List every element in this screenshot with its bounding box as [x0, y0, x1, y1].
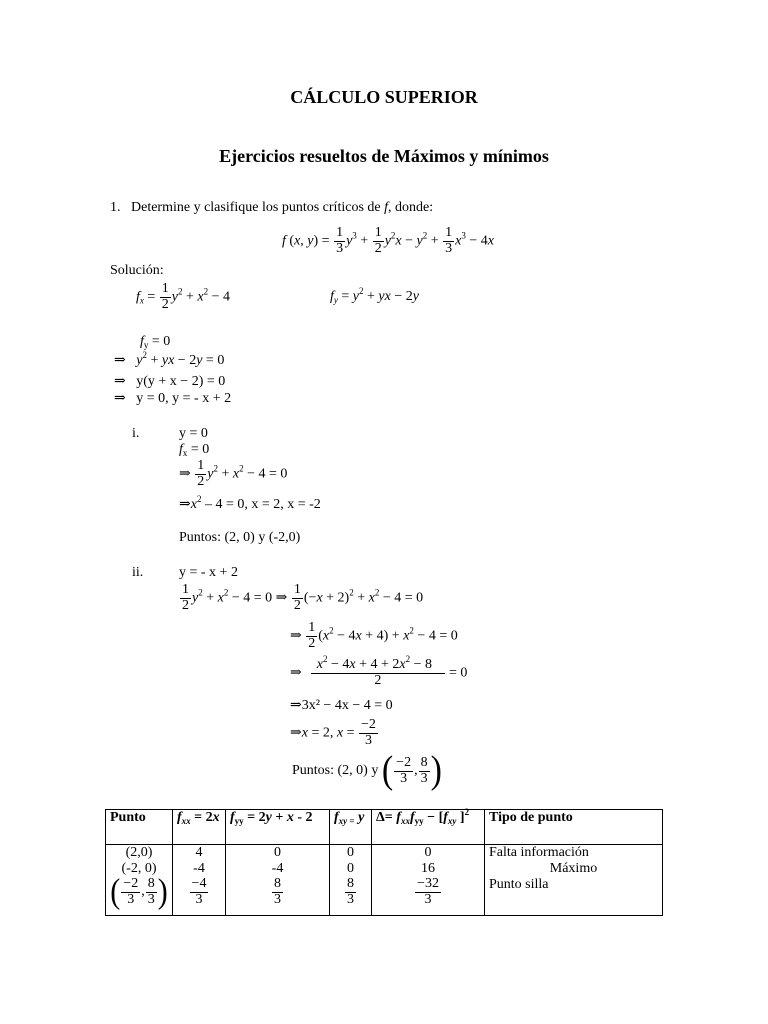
- function-definition: f (x, y) = $\frac{1}{3}$ $y^3$ + $\frac{1}{2}$ $y^2x - y^2$ + $\frac{1}{3}$ $x^3 - 4x$: [282, 225, 494, 256]
- cell-fyy: -4: [226, 861, 330, 877]
- cell-punto: (-2, 0): [106, 861, 173, 877]
- statement-var: f: [384, 200, 388, 215]
- cell-fxx: -4: [173, 861, 226, 877]
- partial-fx: $f_x$ = $\frac{1}{2}$ $y^2 + x^2 - 4$: [136, 281, 231, 312]
- cell-delta: 16: [372, 861, 485, 877]
- cell-fxx: $\frac{-4}{3}$: [173, 877, 226, 915]
- exercise-statement: [110, 201, 433, 215]
- cell-delta: $\frac{-32}{3}$: [372, 877, 485, 915]
- case-ii-line1: y = - x + 2: [179, 565, 238, 580]
- header-tipo: Tipo de punto: [485, 810, 663, 845]
- cell-punto: ( $\frac{-2}{3}$ , $\frac{8}{3}$ ): [106, 877, 173, 915]
- case-i-points: Puntos: (2, 0) y (-2,0): [179, 530, 301, 545]
- case-ii-points: Puntos: (2, 0) y ( $\frac{-2}{3}$ , $\frac{8}{3}$ ): [292, 749, 442, 792]
- cell-tipo: Punto silla: [485, 877, 663, 915]
- header-fyy: $f_{yy} = 2y + x - 2$: [226, 810, 330, 845]
- case-i-line2: $f_x = 0$: [179, 442, 210, 458]
- case-ii-line6: ⇒x = 2, x = $\frac{-2}{3}$: [290, 717, 376, 748]
- partial-fy: $f_y = y^2$ + yx − 2y: [330, 286, 419, 305]
- table-row: [106, 845, 663, 862]
- table-header-row: [106, 810, 663, 845]
- case-i-line3: ⇒ $\frac{1}{2}$ $y^2 + x^2 - 4 = 0$: [179, 458, 288, 489]
- cell-fxy: 0: [330, 845, 372, 862]
- cell-tipo: Máximo: [485, 861, 663, 877]
- table-row: [106, 877, 663, 915]
- page-title: CÁLCULO SUPERIOR: [290, 87, 478, 107]
- case-i-line1: y = 0: [179, 426, 208, 441]
- exercise-number: 1.: [110, 200, 121, 215]
- fy-equals-zero: $f_y = 0$: [140, 334, 171, 350]
- case-ii-line2: $\frac{1}{2}$ $y^2 + x^2 - 4 = 0$ ⇒ $\frac{1}{2}$ $(-x + 2)^2 + x^2 - 4 = 0$: [182, 582, 424, 613]
- classification-table: [105, 809, 663, 916]
- step-factor: ⇒ y(y + x − 2) = 0: [114, 374, 226, 389]
- case-i-label: i.: [132, 426, 140, 441]
- cell-fxx: 4: [173, 845, 226, 862]
- solution-label: Solución:: [110, 263, 164, 278]
- cell-tipo: Falta información: [485, 845, 663, 862]
- statement-post: , donde:: [388, 200, 434, 215]
- cell-fxy: 0: [330, 861, 372, 877]
- case-ii-line4: ⇒ $\frac{x^2 - 4x + 4 + 2x^2 - 8}{2}$ = 0: [290, 654, 468, 688]
- cell-punto: (2,0): [106, 845, 173, 862]
- cell-fxy: $\frac{8}{3}$: [330, 877, 372, 915]
- cell-fyy: $\frac{8}{3}$: [226, 877, 330, 915]
- case-ii-line5: ⇒3x² − 4x − 4 = 0: [290, 698, 393, 713]
- header-delta: $\Delta= f_{xx}f_{yy} - [f_{xy}$ ]$^2$: [372, 810, 485, 845]
- cell-fyy: 0: [226, 845, 330, 862]
- header-fxx: $f_{xx} = 2x$: [173, 810, 226, 845]
- statement-pre: Determine y clasifique los puntos críticos de: [131, 200, 385, 215]
- header-fxy: $f_{xy =}$ y: [330, 810, 372, 845]
- header-punto: Punto: [106, 810, 173, 845]
- table-row: [106, 861, 663, 877]
- cell-delta: 0: [372, 845, 485, 862]
- case-ii-line3: ⇒ $\frac{1}{2}$ $(x^2 - 4x + 4) + x^2 - 4 = 0$: [290, 620, 458, 651]
- case-ii-label: ii.: [132, 565, 144, 580]
- step-expand: ⇒ $y^2$ + yx − 2y = 0: [114, 350, 225, 368]
- case-i-line4: $\Rightarrow x^2 - 4 = 0$, x = 2, x = -2: [179, 494, 321, 512]
- page-subtitle: Ejercicios resueltos de Máximos y mínimos: [219, 146, 549, 166]
- step-roots: ⇒ y = 0, y = - x + 2: [114, 391, 232, 406]
